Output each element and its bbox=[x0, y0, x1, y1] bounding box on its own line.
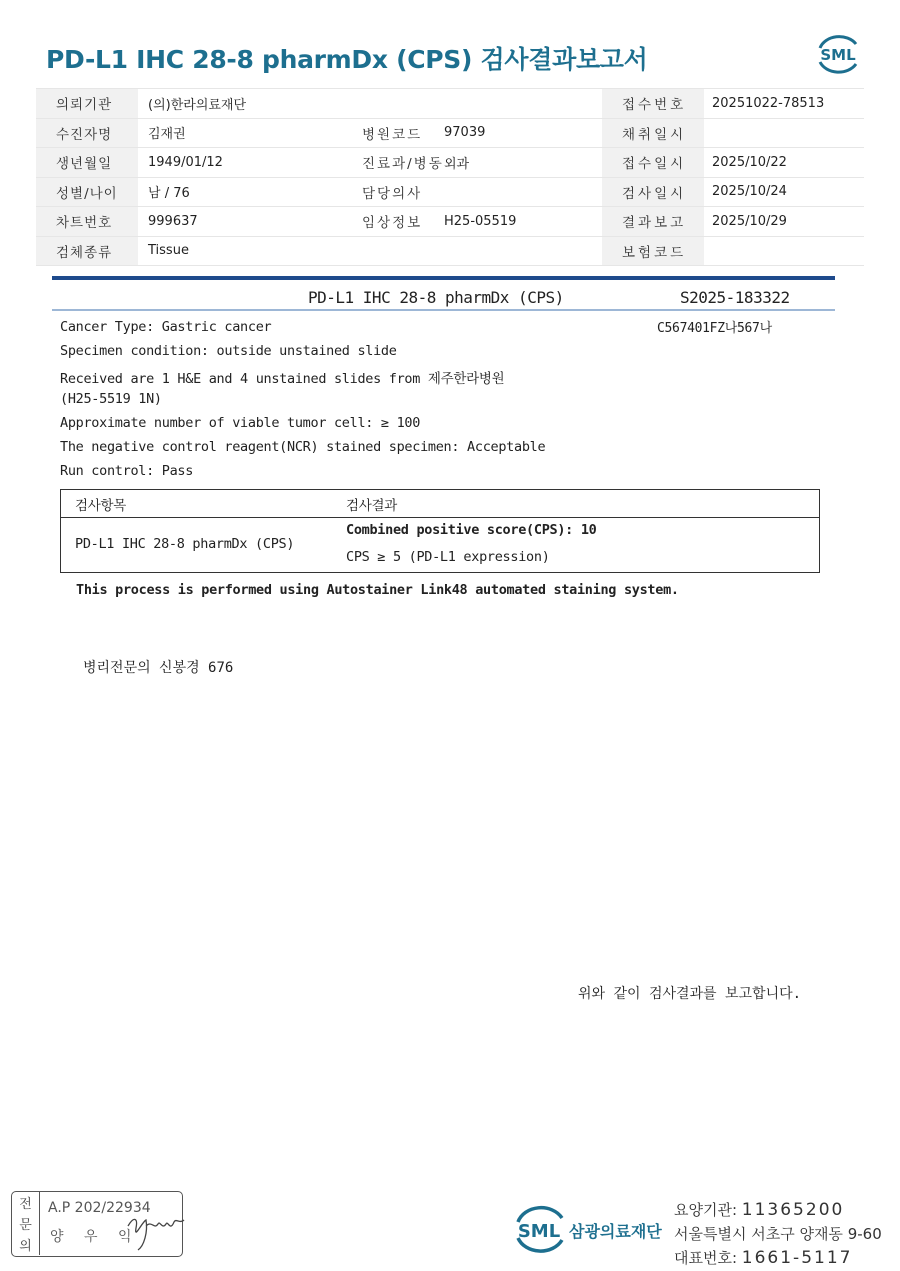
info-value: 김재권 bbox=[148, 127, 186, 143]
info-value: (의)한라의료재단 bbox=[148, 97, 247, 113]
info-label: 임상정보 bbox=[340, 207, 440, 236]
info-value: 97039 bbox=[444, 125, 486, 141]
info-row bbox=[36, 88, 864, 119]
info-value: 2025/10/22 bbox=[712, 154, 787, 170]
info-value bbox=[704, 119, 864, 148]
pathologist-stamp bbox=[11, 1191, 183, 1257]
report-line-ncr: The negative control reagent(NCR) stained specimen: Acceptable bbox=[60, 439, 546, 455]
pathologist: 병리전문의 신봉경 676 bbox=[83, 660, 234, 676]
report-line-cancer-type: Cancer Type: Gastric cancer bbox=[60, 319, 272, 335]
signature-icon bbox=[124, 1210, 186, 1252]
patient-info-grid bbox=[36, 88, 864, 266]
info-label: 결과보고 bbox=[602, 207, 704, 236]
stamp-license-number: A.P 202/22934 bbox=[48, 1200, 151, 1216]
info-label: 생년월일 bbox=[36, 148, 138, 177]
closing-statement: 위와 같이 검사결과를 보고합니다. bbox=[578, 986, 802, 1002]
sml-footer-logo-icon bbox=[510, 1200, 570, 1256]
info-label: 진료과/병동 bbox=[340, 148, 440, 177]
report-block-code: C567401FZ나567나 bbox=[657, 321, 772, 336]
info-value bbox=[704, 237, 864, 266]
report-specimen-number: S2025-183322 bbox=[680, 288, 790, 307]
info-value: 20251022-78513 bbox=[712, 95, 825, 111]
result-cps-score: Combined positive score(CPS): 10 bbox=[346, 522, 597, 538]
info-label: 보험코드 bbox=[602, 237, 704, 266]
report-line-specimen: Specimen condition: outside unstained slide bbox=[60, 343, 397, 359]
info-label: 채취일시 bbox=[602, 119, 704, 148]
report-line-tumor-cell: Approximate number of viable tumor cell: ≥ 100 bbox=[60, 415, 421, 431]
info-label: 접수번호 bbox=[602, 89, 704, 118]
footer-code: 11365200 bbox=[741, 1200, 845, 1220]
info-value: 2025/10/29 bbox=[712, 213, 787, 229]
stamp-side-char: 의 bbox=[19, 1239, 32, 1254]
result-table-header bbox=[61, 490, 819, 518]
info-value: 2025/10/24 bbox=[712, 184, 787, 200]
report-top-rule bbox=[52, 276, 835, 280]
info-row bbox=[36, 237, 864, 267]
info-value bbox=[440, 237, 602, 266]
info-label: 성별/나이 bbox=[36, 178, 138, 207]
report-test-name: PD-L1 IHC 28-8 pharmDx (CPS) bbox=[308, 288, 564, 307]
footer-code-label: 요양기관: bbox=[674, 1201, 738, 1219]
footer-contact bbox=[674, 1198, 882, 1270]
report-line-ref: (H25-5519 1N) bbox=[60, 391, 162, 407]
svg-text:SML: SML bbox=[820, 46, 856, 64]
stamp-side-char: 전 bbox=[19, 1197, 32, 1212]
info-label: 검체종류 bbox=[36, 237, 138, 266]
report-line-run-control: Run control: Pass bbox=[60, 463, 194, 479]
footer-phone-line bbox=[674, 1246, 882, 1270]
info-label bbox=[340, 89, 440, 118]
info-value: Tissue bbox=[148, 243, 189, 259]
report-sub-rule bbox=[52, 309, 835, 311]
svg-text:SML: SML bbox=[517, 1221, 561, 1242]
stamp-side-label bbox=[12, 1192, 40, 1255]
info-value: 1949/01/12 bbox=[148, 154, 223, 170]
info-value bbox=[440, 89, 602, 118]
process-note: This process is performed using Autostainer Link48 automated staining system. bbox=[76, 582, 679, 598]
result-item: PD-L1 IHC 28-8 pharmDx (CPS) bbox=[75, 536, 295, 552]
info-value: H25-05519 bbox=[444, 213, 517, 229]
info-value bbox=[440, 178, 602, 207]
info-row bbox=[36, 178, 864, 208]
result-table-row bbox=[61, 518, 819, 572]
info-row bbox=[36, 148, 864, 178]
info-label: 검사일시 bbox=[602, 178, 704, 207]
info-label: 의뢰기관 bbox=[36, 89, 138, 118]
report-title: PD-L1 IHC 28-8 pharmDx (CPS) 검사결과보고서 bbox=[46, 45, 648, 74]
result-cps-interpretation: CPS ≥ 5 (PD-L1 expression) bbox=[346, 549, 550, 565]
footer-phone-label: 대표번호: bbox=[674, 1249, 738, 1267]
info-label: 담당의사 bbox=[340, 178, 440, 207]
footer-phone: 1661-5117 bbox=[741, 1248, 853, 1268]
stamp-side-char: 문 bbox=[19, 1218, 32, 1233]
info-value: 외과 bbox=[444, 156, 470, 172]
stamp-name: 양 우 익 bbox=[50, 1229, 140, 1245]
sml-logo-icon bbox=[812, 30, 864, 76]
info-label: 수진자명 bbox=[36, 119, 138, 148]
footer-address: 서울특별시 서초구 양재동 9-60 bbox=[674, 1225, 882, 1243]
col-header-result: 검사결과 bbox=[346, 498, 397, 514]
info-label bbox=[340, 237, 440, 266]
info-value: 남 / 76 bbox=[148, 186, 190, 202]
footer-organization: 삼광의료재단 bbox=[569, 1222, 662, 1241]
footer-code-line bbox=[674, 1198, 882, 1222]
info-row bbox=[36, 119, 864, 149]
info-row bbox=[36, 207, 864, 237]
info-label: 접수일시 bbox=[602, 148, 704, 177]
result-table bbox=[60, 489, 820, 573]
report-line-received: Received are 1 H&E and 4 unstained slides from 제주한라병원 bbox=[60, 371, 505, 387]
info-value: 999637 bbox=[148, 213, 198, 229]
info-label: 차트번호 bbox=[36, 207, 138, 236]
col-header-item: 검사항목 bbox=[75, 498, 126, 514]
info-label: 병원코드 bbox=[340, 119, 440, 148]
